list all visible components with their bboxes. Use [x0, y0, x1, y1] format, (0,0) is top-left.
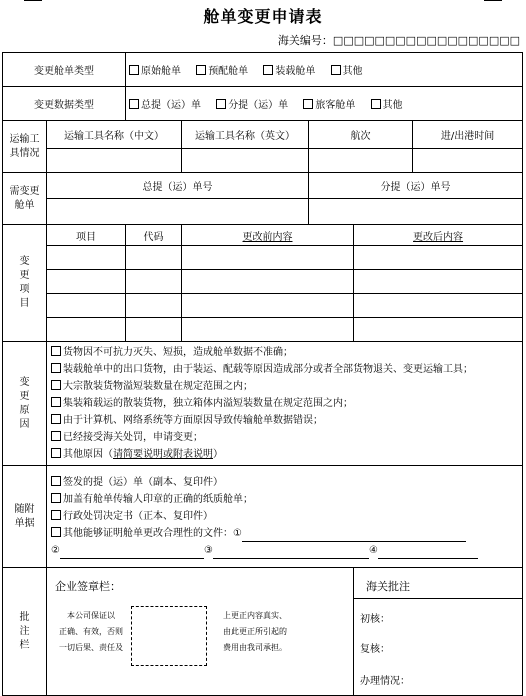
reason-option[interactable]: 由于计算机、网络系统等方面原因导致传输舱单数据错误； — [51, 412, 519, 429]
items-input-row — [3, 246, 523, 270]
transport-input-row — [3, 149, 523, 173]
checkbox-icon[interactable] — [51, 448, 61, 458]
data-type-option[interactable]: 分提（运）单 — [216, 96, 288, 111]
data-type-row — [3, 87, 523, 121]
code-cell[interactable] — [126, 318, 182, 342]
data-type-options — [126, 87, 523, 121]
after-cell[interactable] — [354, 246, 523, 270]
data-type-option[interactable]: 其他 — [371, 96, 403, 111]
top-right-mark — [484, 0, 502, 2]
customs-approval-divider — [354, 598, 522, 599]
checkbox-icon[interactable] — [51, 363, 61, 373]
form-table — [2, 52, 523, 696]
company-seal-box[interactable] — [131, 606, 207, 666]
manifest-type-option[interactable]: 原始舱单 — [129, 62, 181, 77]
items-header-code: 代码 — [126, 225, 182, 246]
checkbox-icon[interactable] — [51, 414, 61, 424]
transport-header-en: 运输工具名称（英文） — [182, 121, 309, 149]
code-cell[interactable] — [126, 246, 182, 270]
data-type-label: 变更数据类型 — [3, 87, 126, 121]
transport-name-en-field[interactable] — [182, 149, 309, 173]
bill-input-row — [3, 199, 523, 225]
review-label[interactable]: 复核： — [360, 644, 390, 655]
attachment-blank-2[interactable] — [60, 547, 204, 559]
attachment-numbered-blanks: ② ③ ④ — [51, 542, 519, 559]
reasons-list — [47, 342, 523, 466]
first-review-label[interactable]: 初核： — [360, 614, 390, 625]
reason-option[interactable]: 货物因不可抗力灭失、短损，造成舱单数据不准确； — [51, 344, 519, 361]
guarantee-text-right: 上更正内容真实、 由此更正所引起的 费用由我司承担。 — [223, 611, 287, 652]
manifest-type-row — [3, 53, 523, 87]
transport-header-time: 进/出港时间 — [413, 121, 523, 149]
manifest-type-option[interactable]: 预配舱单 — [196, 62, 248, 77]
checkbox-icon[interactable] — [51, 380, 61, 390]
house-bill-header: 分提（运）单号 — [309, 173, 523, 199]
checkbox-icon[interactable] — [51, 397, 61, 407]
attachment-blank-3[interactable] — [213, 547, 369, 559]
attachment-blank-4[interactable] — [378, 547, 478, 559]
items-input-row — [3, 318, 523, 342]
after-cell[interactable] — [354, 318, 523, 342]
items-input-row — [3, 270, 523, 294]
checkbox-icon[interactable] — [216, 99, 226, 109]
item-cell[interactable] — [47, 246, 126, 270]
attachments-list — [47, 466, 523, 568]
items-header-row — [3, 225, 523, 246]
items-label: 变更项目 — [3, 225, 47, 342]
customs-serial-label: 海关编号： — [277, 34, 333, 47]
items-input-row — [3, 294, 523, 318]
checkbox-icon[interactable] — [196, 65, 206, 75]
attachment-option[interactable]: 签发的提（运）单（副本、复印件） — [51, 474, 519, 491]
after-cell[interactable] — [354, 270, 523, 294]
voyage-field[interactable] — [309, 149, 413, 173]
before-cell[interactable] — [182, 294, 354, 318]
reason-option[interactable]: 已经接受海关处罚，申请变更； — [51, 429, 519, 446]
checkbox-icon[interactable] — [331, 65, 341, 75]
approval-label: 批注栏 — [3, 568, 47, 696]
code-cell[interactable] — [126, 294, 182, 318]
item-cell[interactable] — [47, 294, 126, 318]
bill-label: 需变更 舱单 — [3, 173, 47, 225]
transport-name-cn-field[interactable] — [47, 149, 182, 173]
reason-option[interactable]: 大宗散装货物溢短装数量在规定范围之内； — [51, 378, 519, 395]
attachment-option[interactable]: 行政处罚决定书（正本、复印件） — [51, 508, 519, 525]
reason-option[interactable]: 装载舱单中的出口货物，由于装运、配载等原因造成部分或者全部货物退关、变更运输工具； — [51, 361, 519, 378]
reasons-row — [3, 342, 523, 466]
transport-label: 运输工 具情况 — [3, 121, 47, 173]
top-left-mark — [24, 0, 42, 2]
reason-option[interactable]: 集装箱载运的散装货物，独立箱体内溢短装数量在规定范围之内； — [51, 395, 519, 412]
before-cell[interactable] — [182, 318, 354, 342]
checkbox-icon[interactable] — [263, 65, 273, 75]
transport-header-voyage: 航次 — [309, 121, 413, 149]
item-cell[interactable] — [47, 318, 126, 342]
item-cell[interactable] — [47, 270, 126, 294]
checkbox-icon[interactable] — [371, 99, 381, 109]
bill-header-row — [3, 173, 523, 199]
checkbox-icon[interactable] — [129, 99, 139, 109]
data-type-option[interactable]: 总提（运）单 — [129, 96, 201, 111]
attachment-option[interactable]: 加盖有舱单传输人印章的正确的纸质舱单； — [51, 491, 519, 508]
code-cell[interactable] — [126, 270, 182, 294]
port-time-field[interactable] — [413, 149, 523, 173]
checkbox-icon[interactable] — [51, 493, 61, 503]
manifest-type-label: 变更舱单类型 — [3, 53, 126, 87]
guarantee-text-left: 本公司保证以 正确、有效，否则 一切后果、责任及 — [59, 611, 123, 652]
manifest-type-option[interactable]: 其他 — [331, 62, 363, 77]
checkbox-icon[interactable] — [303, 99, 313, 109]
after-cell[interactable] — [354, 294, 523, 318]
company-signature-label: 企业签章栏： — [55, 580, 121, 593]
approval-row — [3, 568, 523, 696]
house-bill-field[interactable] — [309, 199, 523, 225]
customs-serial-value[interactable]: □□□□□□□□□□□□□□□□□□ — [332, 34, 520, 47]
checkbox-icon[interactable] — [51, 476, 61, 486]
items-header-item: 项目 — [47, 225, 126, 246]
reasons-label: 变更原因 — [3, 342, 47, 466]
items-header-after: 更改后内容 — [354, 225, 523, 246]
reason-option-other[interactable]: 其他原因（请简要说明或附表说明） — [51, 446, 519, 463]
customs-approval-label: 海关批注 — [366, 580, 410, 593]
attachment-option-other[interactable]: 其他能够证明舱单更改合理性的文件：① — [51, 525, 519, 542]
page-title: 舱单变更申请表 — [203, 7, 323, 26]
transport-header-cn: 运输工具名称（中文） — [47, 121, 182, 149]
before-cell[interactable] — [182, 246, 354, 270]
attachments-row — [3, 466, 523, 568]
manifest-type-option[interactable]: 装载舱单 — [263, 62, 315, 77]
checkbox-icon[interactable] — [51, 510, 61, 520]
master-bill-header: 总提（运）单号 — [47, 173, 309, 199]
checkbox-icon[interactable] — [129, 65, 139, 75]
attachments-label: 随附 单据 — [3, 466, 47, 568]
items-header-before: 更改前内容 — [182, 225, 354, 246]
master-bill-field[interactable] — [47, 199, 309, 225]
customs-serial — [278, 32, 520, 48]
handling-status-label[interactable]: 办理情况： — [360, 676, 410, 687]
before-cell[interactable] — [182, 270, 354, 294]
attachment-blank-1[interactable] — [242, 530, 466, 542]
checkbox-icon[interactable] — [51, 346, 61, 356]
customs-approval-panel — [354, 568, 523, 696]
data-type-option[interactable]: 旅客舱单 — [303, 96, 355, 111]
manifest-type-options — [126, 53, 523, 87]
checkbox-icon[interactable] — [51, 431, 61, 441]
checkbox-icon[interactable] — [51, 527, 61, 537]
transport-header-row — [3, 121, 523, 149]
company-signature-panel — [47, 568, 354, 696]
